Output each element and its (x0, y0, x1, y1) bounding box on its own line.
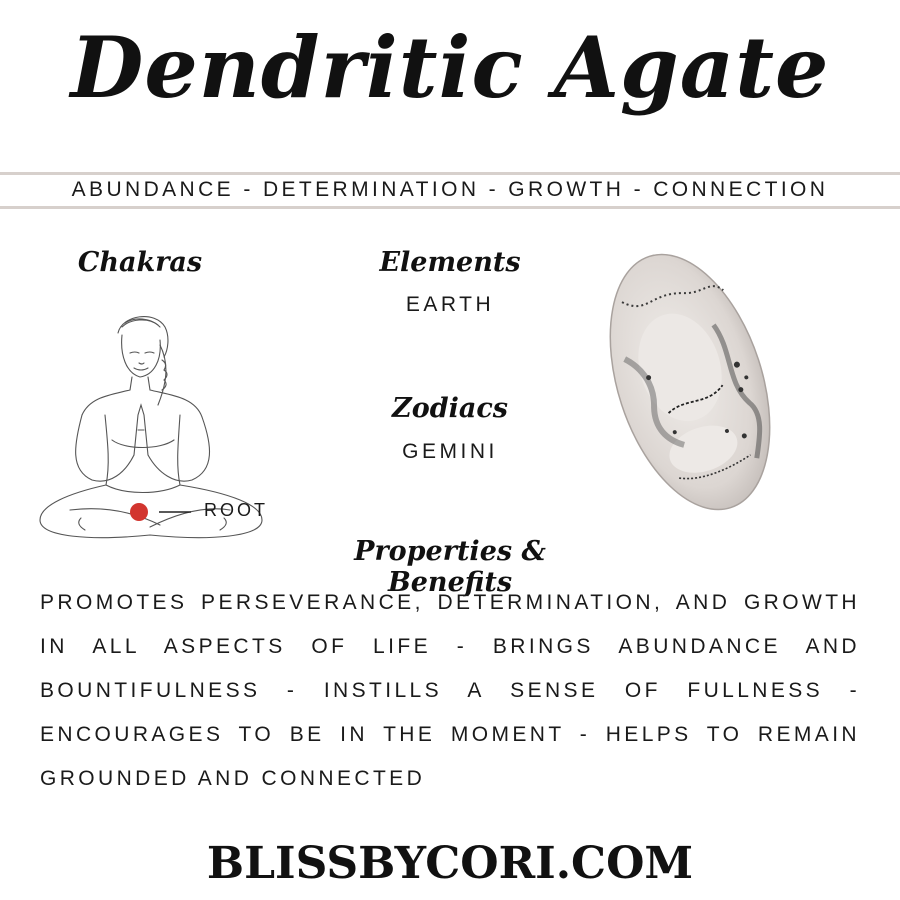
dendritic-agate-stone-photo (590, 245, 790, 520)
elements-heading: Elements (379, 247, 521, 278)
benefits-heading: Properties & Benefits (354, 536, 546, 598)
divider-bottom (0, 206, 900, 209)
root-chakra-label: ROOT (204, 500, 268, 520)
root-chakra-marker (125, 500, 205, 524)
chakras-heading: Chakras (77, 247, 203, 278)
zodiacs-value: GEMINI (402, 440, 498, 463)
zodiacs-heading: Zodiacs (392, 393, 508, 424)
divider-top (0, 172, 900, 175)
keywords-banner: ABUNDANCE - DETERMINATION - GROWTH - CONNECTION (71, 178, 829, 201)
elements-value: EARTH (405, 293, 495, 316)
benefits-text: PROMOTES PERSEVERANCE, DETERMINATION, AND GROWTH IN ALL ASPECTS OF LIFE - BRINGS ABUNDANCE AND BOUNTIFULNESS - INSTILLS A SENSE OF FULLNESS - ENCOURAGES TO BE IN THE MOMENT - HELPS TO REMAIN GROUNDED AND CONNECTED (40, 591, 860, 790)
website-url[interactable]: BLISSBYCORI.COM (206, 838, 694, 889)
page-title: Dendritic Agate (70, 18, 830, 117)
